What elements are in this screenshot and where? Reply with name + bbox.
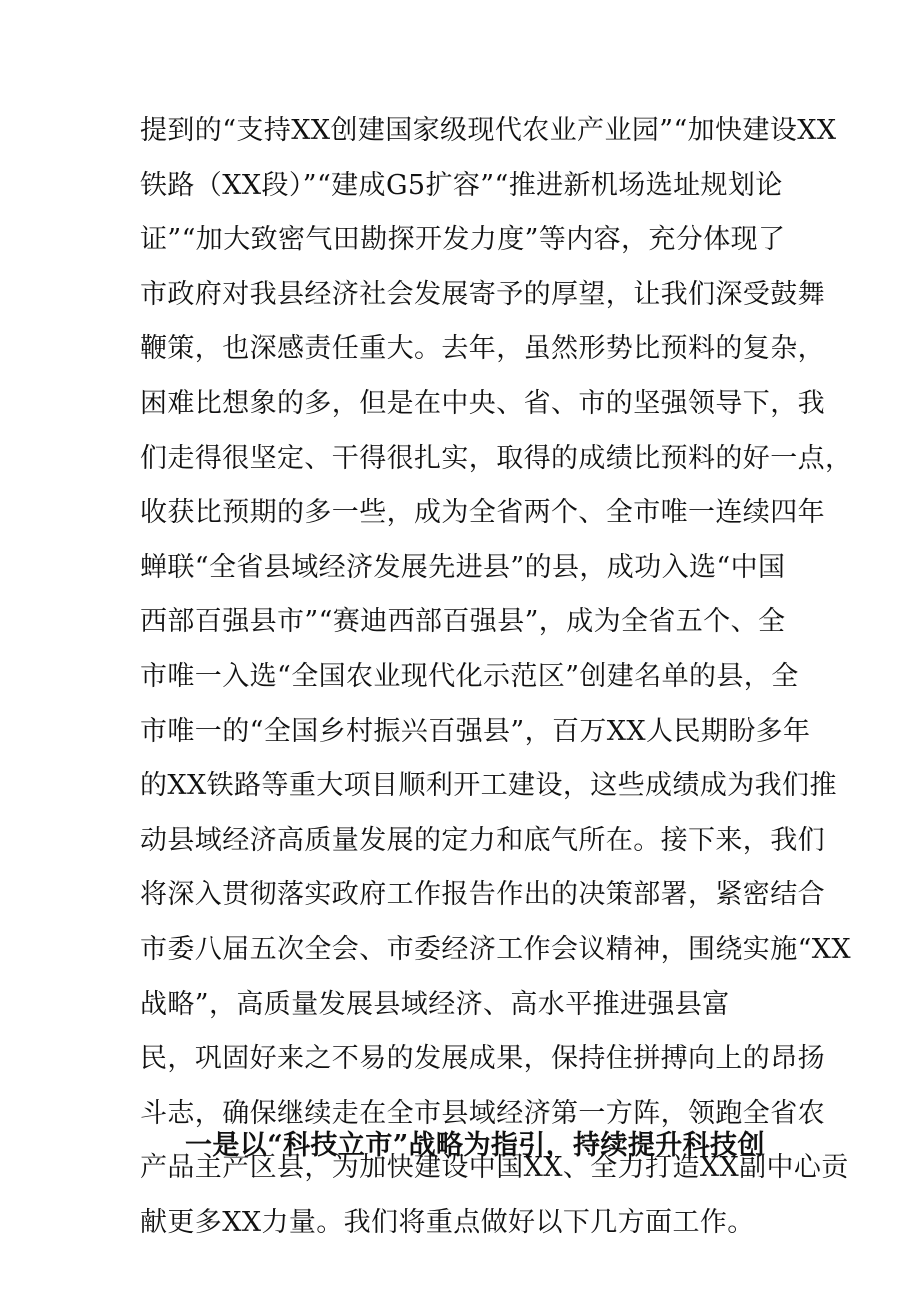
text-line: 收获比预期的多一些，成为全省两个、全市唯一连续四年 (140, 497, 825, 529)
text-line: 蝉联“全省县域经济发展先进县”的县，成功入选“中国 (140, 551, 786, 583)
text-line: 献更多XX力量。我们将重点做好以下几方面工作。 (140, 1206, 755, 1238)
text-line: 市政府对我县经济社会发展寄予的厚望，让我们深受鼓舞 (140, 278, 825, 310)
text-line: 市委八届五次全会、市委经济工作会议精神，围绕实施“XX (140, 933, 852, 965)
text-line: 斗志，确保继续走在全市县域经济第一方阵，领跑全省农 (140, 1097, 825, 1129)
text-line: 市唯一入选“全国农业现代化示范区”创建名单的县，全 (140, 660, 799, 692)
text-line: 困难比想象的多，但是在中央、省、市的坚强领导下，我 (140, 387, 825, 419)
body-text (140, 104, 853, 1250)
text-line: 鞭策，也深感责任重大。去年，虽然形势比预料的复杂， (140, 333, 825, 365)
text-line: 们走得很坚定、干得很扎实，取得的成绩比预料的好一点， (140, 442, 853, 474)
text-line: 产品主产区县，为加快建设中国XX、全力打造XX副中心贡 (140, 1152, 849, 1184)
text-line: 证”“加大致密气田勘探开发力度”等内容，充分体现了 (140, 224, 786, 256)
text-line: 的XX铁路等重大项目顺利开工建设，这些成绩成为我们推 (140, 770, 837, 802)
text-line: 战略”，高质量发展县域经济、高水平推进强县富 (140, 988, 730, 1020)
section-heading: 一是以“科技立市”战略为指引，持续提升科技创 (185, 1130, 765, 1161)
text-line: 民，巩固好来之不易的发展成果，保持住拼搏向上的昂扬 (140, 1043, 825, 1075)
text-line: 铁路（XX段）”“建成G5扩容”“推进新机场选址规划论 (140, 169, 783, 201)
text-line: 提到的“支持XX创建国家级现代农业产业园”“加快建设XX (140, 115, 837, 146)
text-line: 西部百强县市”“赛迪西部百强县”，成为全省五个、全 (140, 606, 786, 638)
text-line: 市唯一的“全国乡村振兴百强县”，百万XX人民期盼多年 (140, 715, 811, 747)
text-line: 将深入贯彻落实政府工作报告作出的决策部署，紧密结合 (140, 879, 825, 911)
text-line: 动县域经济高质量发展的定力和底气所在。接下来，我们 (140, 824, 825, 856)
